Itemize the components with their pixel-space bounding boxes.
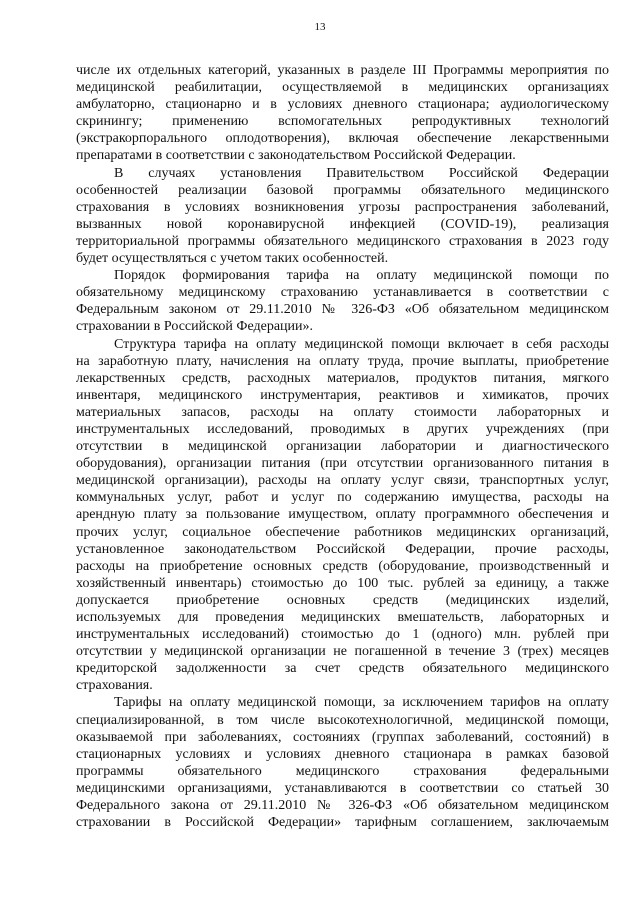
text-line: лекарственных средств, расходных материалов, продуктов питания, мягкого [76,370,609,386]
text-line: Тарифы на оплату медицинской помощи, за исключением тарифов на оплату [114,695,609,711]
text-line: специализированной, в том числе высокотехнологичной, медицинской помощи, [76,712,609,728]
text-line: Структура тарифа на оплату медицинской помощи включает в себя расходы [114,336,609,352]
text-line: амбулаторно, стационарно и в условиях дневного стационара; аудиологическому [76,97,609,113]
text-line: коммунальных услуг, работ и услуг по содержанию имущества, расходы на [76,490,609,506]
text-line: кредиторской задолженности за счет средств обязательного медицинского [76,661,609,677]
text-line: программы обязательного медицинского страхования федеральными [76,763,609,779]
text-line: Порядок формирования тарифа на оплату медицинской помощи по [114,268,609,284]
text-line: территориальной программы обязательного медицинского страхования в 2023 году [76,233,609,249]
text-line: используемых для проведения медицинских вмешательств, лабораторных и [76,610,609,625]
paragraph [76,165,609,268]
text-line: медицинскими организациями, устанавливаются в соответствии со статьей 30 [76,780,609,796]
text-line: В случаях установления Правительством Российской Федерации [114,165,609,181]
document-body [76,62,609,831]
text-line: инвентаря, медицинского инструментария, реактивов и химикатов, прочих [76,387,609,403]
text-line: инструментальных исследований) стоимостью до 1 (одного) млн. рублей при [76,627,609,643]
text-line: вызванных новой коронавирусной инфекцией (COVID-19), реализация [76,216,609,232]
text-line: материальных запасов, расходы на оплату стоимости лабораторных и [76,404,609,420]
text-line: (экстракорпорального оплодотворения), включая обеспечение лекарственными [76,131,609,147]
text-line: особенностей реализации базовой программы обязательного медицинского [76,182,609,198]
text-line: страхования. [76,678,153,694]
text-line: арендную плату за пользование имуществом, оплату программного обеспечения и [76,507,609,523]
text-line: препаратами в соответствии с законодательством Российской Федерации. [76,148,516,164]
text-line: отсутствии у медицинской организации не погашенной в течение 3 (трех) месяцев [76,644,609,660]
text-line: обязательному медицинскому страхованию устанавливается в соответствии с [76,285,609,301]
text-line: инструментальных исследований, проводимых в других учреждениях (при [76,421,609,437]
text-line: прочих услуг, социальное обеспечение работников медицинских организаций, [76,524,609,540]
text-line: установленное законодательством Российской Федерации, прочие расходы, [76,541,609,557]
text-line: будет осуществляться с учетом таких особенностей. [76,251,389,267]
paragraph [76,62,609,165]
text-line: стационарных условиях и условиях дневного стационара в рамках базовой [76,746,609,762]
text-line: медицинской организации), расходы на оплату услуг связи, транспортных услуг, [76,473,609,489]
paragraph [76,694,609,831]
text-line: страхования в условиях возникновения угрозы распространения заболеваний, [76,199,609,215]
text-line: хозяйственный инвентарь) стоимостью до 100 тыс. рублей за единицу, а также [76,575,609,591]
text-line: страховании в Российской Федерации» тарифным соглашением, заключаемым [76,815,609,831]
text-line: оказываемой при заболеваниях, состояниях (группах заболеваний, состояний) в [76,729,609,745]
text-line: медицинской реабилитации, осуществляемой в медицинских организациях [76,80,609,96]
text-line: расходы на приобретение основных средств (оборудование, производственный и [76,558,609,574]
text-line: допускается приобретение основных средств (медицинских изделий, [76,592,609,608]
paragraph [76,267,609,335]
text-line: Федерального закона от 29.11.2010 № 326-ФЗ «Об обязательном медицинском [76,798,609,814]
text-line: отсутствии в медицинской организации лаборатории и диагностического [76,439,609,455]
text-line: страховании в Российской Федерации». [76,319,314,335]
text-line: скринингу; применению вспомогательных репродуктивных технологий [76,114,609,130]
text-line: числе их отдельных категорий, указанных в разделе III Программы мероприятия по [76,63,609,78]
text-line: Федеральным законом от 29.11.2010 № 326-ФЗ «Об обязательном медицинском [76,302,609,318]
paragraph [76,336,609,695]
text-line: на заработную плату, начисления на оплату труда, прочие выплаты, приобретение [76,353,609,369]
text-line: оборудования), организации питания (при отсутствии организованного питания в [76,456,609,472]
page-number: 13 [314,21,326,33]
